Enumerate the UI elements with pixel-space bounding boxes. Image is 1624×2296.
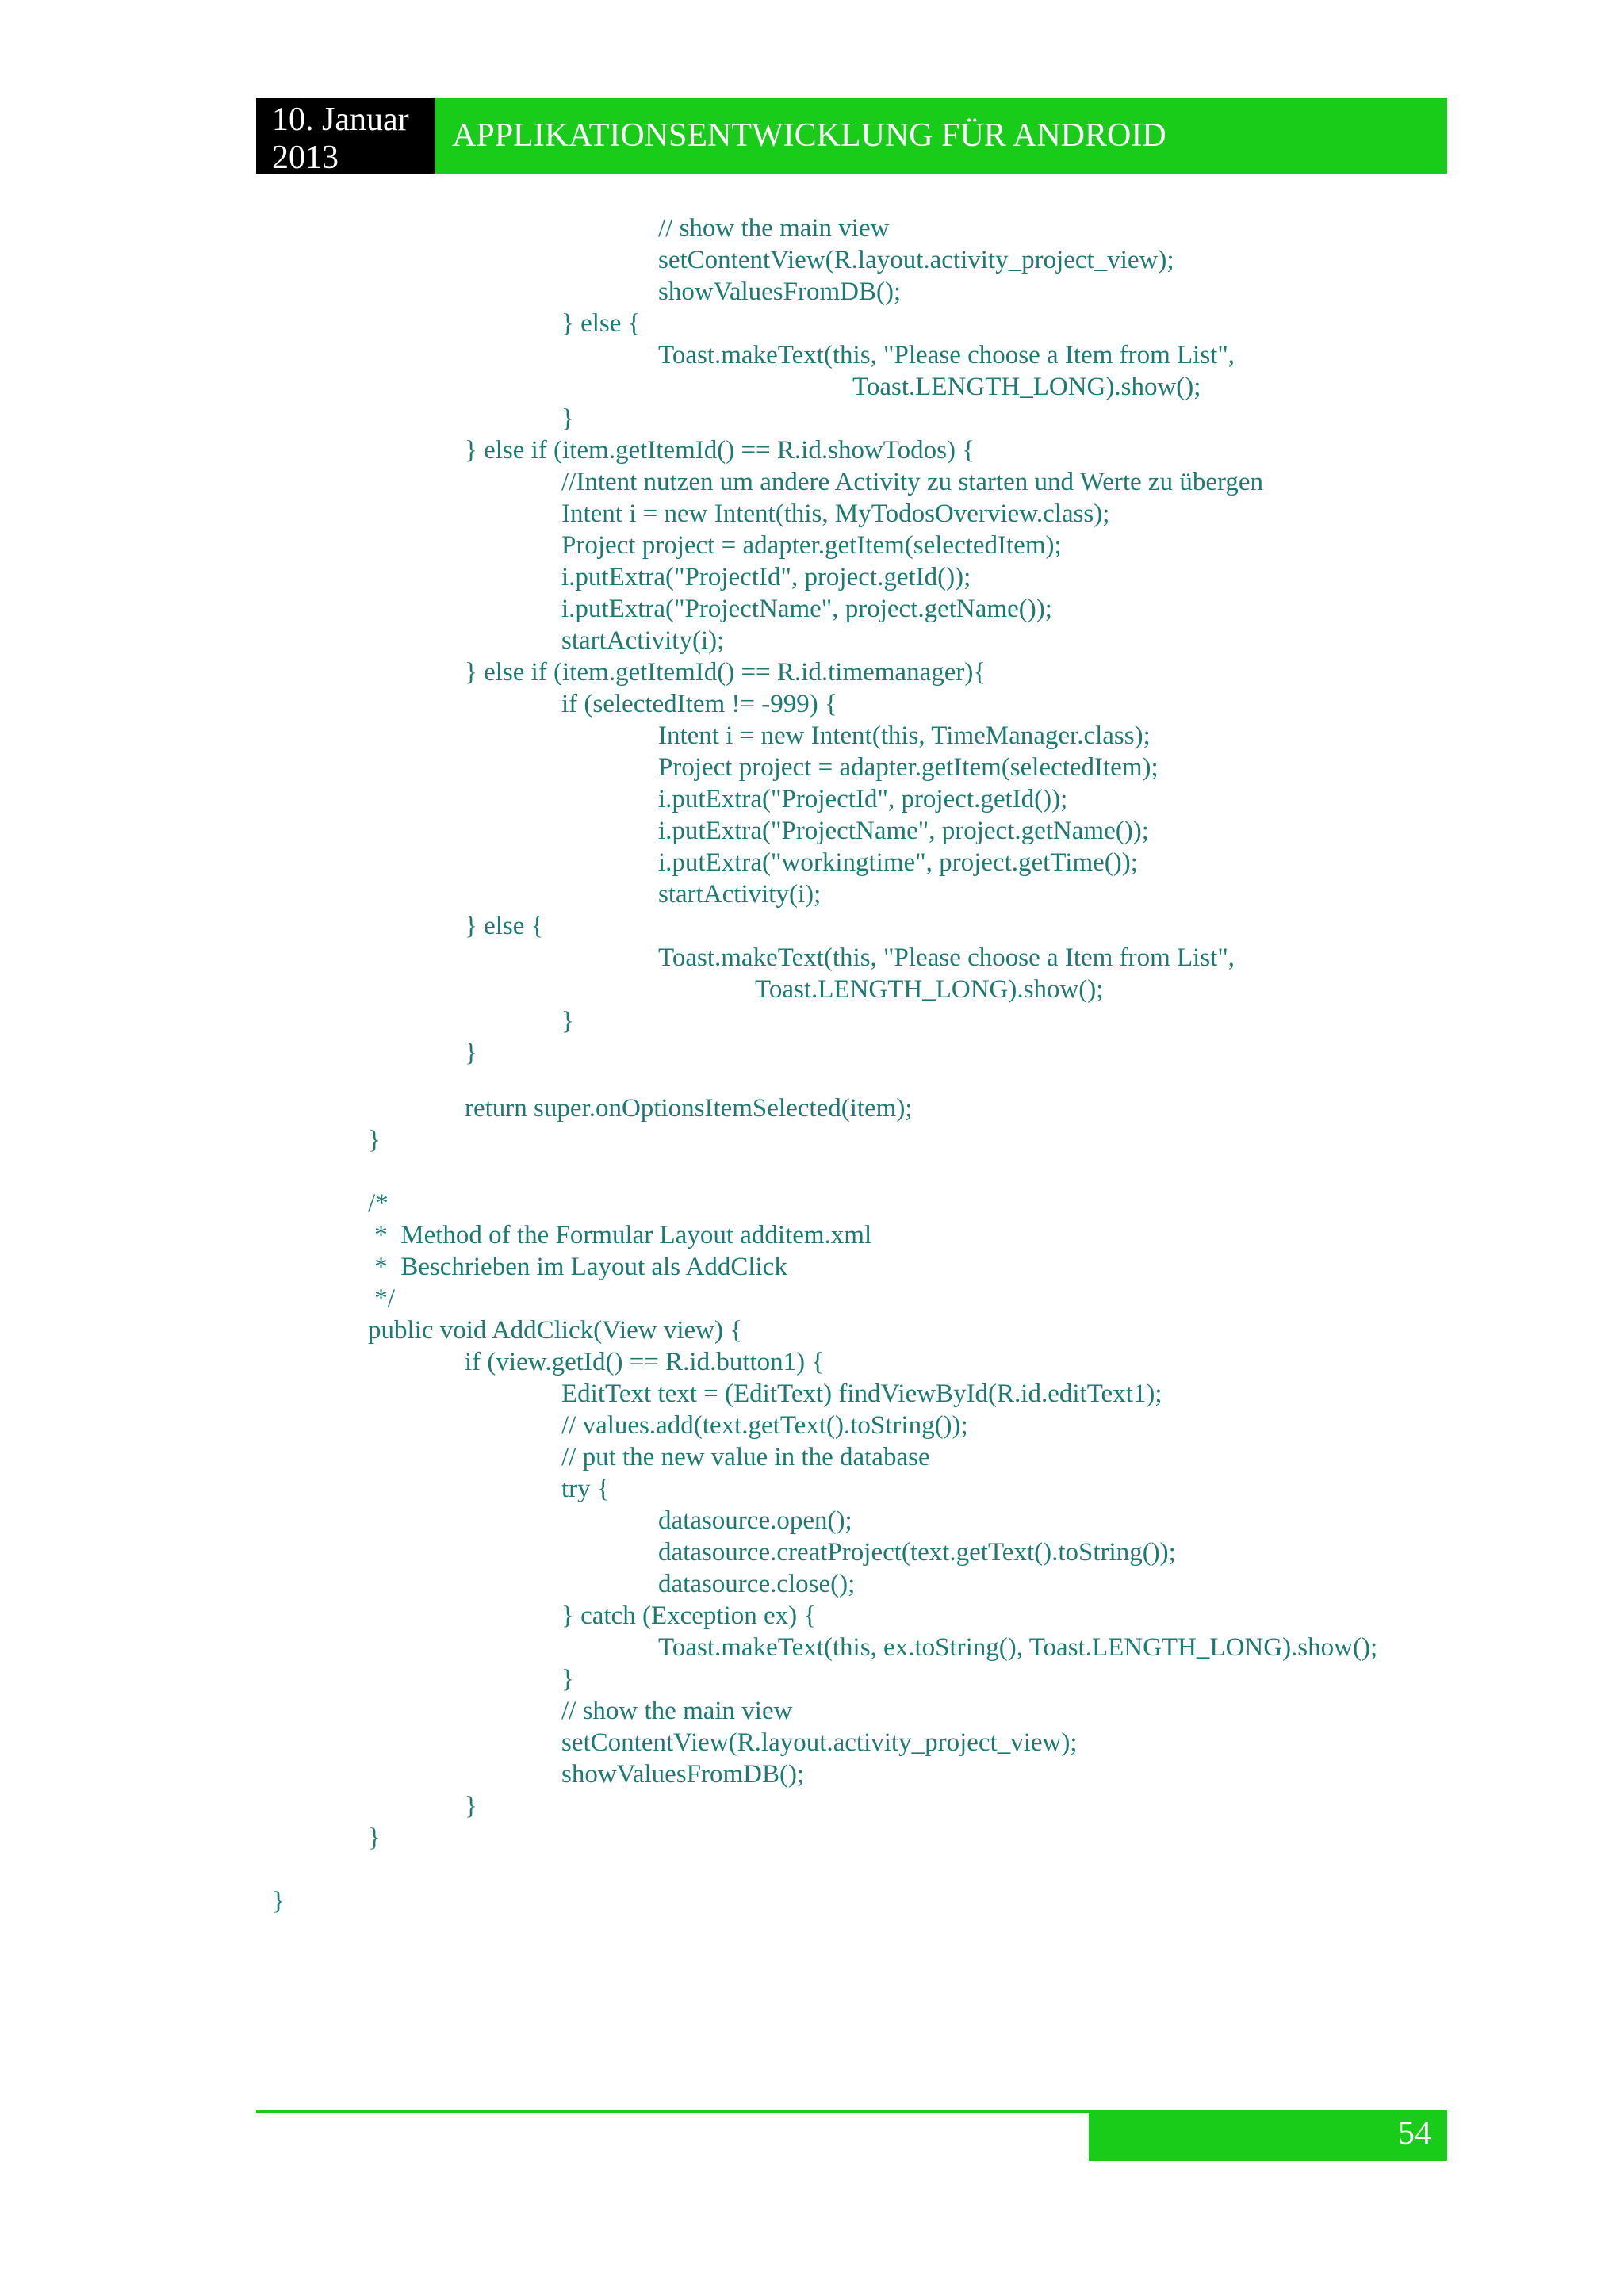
code-line: /* xyxy=(368,1189,389,1218)
page-number: 54 xyxy=(1089,2110,1447,2161)
code-line: showValuesFromDB(); xyxy=(561,1760,805,1789)
code-line: //Intent nutzen um andere Activity zu starten und Werte zu übergen xyxy=(561,468,1264,496)
code-line: Intent i = new Intent(this, TimeManager.class); xyxy=(658,721,1151,750)
code-line: // show the main view xyxy=(658,214,890,243)
code-line: startActivity(i); xyxy=(561,626,725,655)
code-line: Toast.makeText(this, "Please choose a Item from List", xyxy=(658,341,1235,369)
code-line: } xyxy=(272,1887,285,1915)
code-line: } else { xyxy=(561,309,641,338)
code-line: } xyxy=(561,404,574,433)
code-line: // values.add(text.getText().toString()); xyxy=(561,1411,968,1440)
header-date-line1: 10. Januar xyxy=(272,101,409,138)
code-line: public void AddClick(View view) { xyxy=(368,1316,743,1345)
code-line: // show the main view xyxy=(561,1697,793,1725)
code-line: Toast.makeText(this, "Please choose a Item from List", xyxy=(658,943,1235,972)
code-line: i.putExtra("ProjectName", project.getName()); xyxy=(658,817,1149,845)
code-line: EditText text = (EditText) findViewById(R.id.editText1); xyxy=(561,1380,1162,1408)
code-line: i.putExtra("workingtime", project.getTime()); xyxy=(658,848,1138,877)
code-line: datasource.open(); xyxy=(658,1506,852,1535)
code-line: i.putExtra("ProjectName", project.getName()); xyxy=(561,595,1052,623)
code-line: * Method of the Formular Layout additem.xml xyxy=(368,1221,872,1249)
code-line: } catch (Exception ex) { xyxy=(561,1601,817,1630)
code-line: } xyxy=(561,1007,574,1035)
code-line: datasource.close(); xyxy=(658,1570,856,1598)
code-line: Project project = adapter.getItem(selectedItem); xyxy=(658,753,1159,782)
code-line: if (selectedItem != -999) { xyxy=(561,690,837,718)
code-line: i.putExtra("ProjectId", project.getId()); xyxy=(561,563,971,591)
code-line: setContentView(R.layout.activity_project_view); xyxy=(658,246,1174,274)
header-title: APPLIKATIONSENTWICKLUNG FÜR ANDROID xyxy=(435,98,1447,174)
code-line: if (view.getId() == R.id.button1) { xyxy=(465,1348,825,1376)
code-line: setContentView(R.layout.activity_project_view); xyxy=(561,1728,1078,1757)
code-line: Toast.makeText(this, ex.toString(), Toast.LENGTH_LONG).show(); xyxy=(658,1633,1378,1662)
code-line: datasource.creatProject(text.getText().toString()); xyxy=(658,1538,1176,1567)
code-line: Intent i = new Intent(this, MyTodosOverview.class); xyxy=(561,499,1110,528)
code-line: Toast.LENGTH_LONG).show(); xyxy=(852,373,1201,401)
code-line: } else { xyxy=(465,912,544,940)
code-line: i.putExtra("ProjectId", project.getId()); xyxy=(658,785,1068,813)
code-line: */ xyxy=(368,1284,395,1313)
code-line: } else if (item.getItemId() == R.id.timemanager){ xyxy=(465,658,986,687)
code-line: } xyxy=(465,1039,477,1067)
code-line: Toast.LENGTH_LONG).show(); xyxy=(755,975,1104,1004)
code-line: } xyxy=(465,1792,477,1820)
code-line: // put the new value in the database xyxy=(561,1443,930,1471)
header-date-box xyxy=(256,98,435,174)
code-line: * Beschrieben im Layout als AddClick xyxy=(368,1253,787,1281)
code-line: return super.onOptionsItemSelected(item); xyxy=(465,1094,913,1123)
code-line: } else if (item.getItemId() == R.id.showTodos) { xyxy=(465,436,975,465)
code-line: startActivity(i); xyxy=(658,880,822,909)
code-line: } xyxy=(368,1126,381,1154)
code-line: Project project = adapter.getItem(selectedItem); xyxy=(561,531,1062,560)
code-line: showValuesFromDB(); xyxy=(658,277,902,306)
header-date-line2: 2013 xyxy=(272,140,339,176)
code-line: } xyxy=(561,1665,574,1693)
code-line: try { xyxy=(561,1475,610,1503)
code-line: } xyxy=(368,1823,381,1852)
